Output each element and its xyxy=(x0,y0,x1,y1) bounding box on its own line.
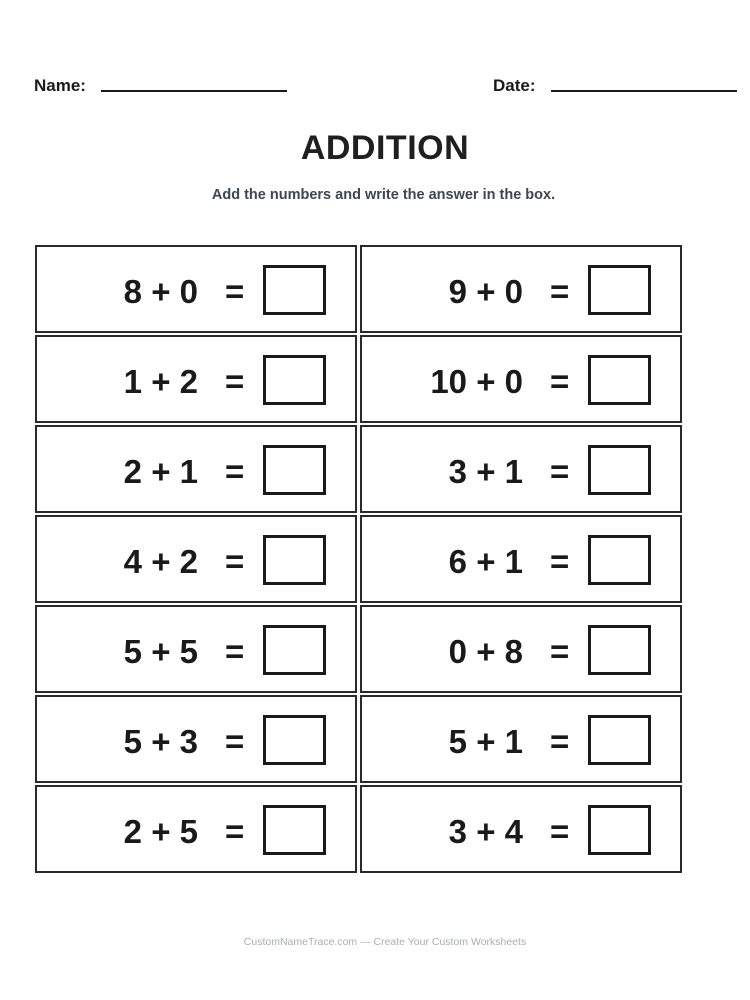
answer-box[interactable] xyxy=(263,265,326,315)
problem-expression: 8 + 0 xyxy=(123,273,198,310)
equals-sign: = xyxy=(550,273,570,310)
problem-cell xyxy=(35,515,357,603)
page-title: ADDITION xyxy=(300,129,470,167)
answer-box[interactable] xyxy=(588,265,651,315)
equals-sign: = xyxy=(225,273,245,310)
answer-box[interactable] xyxy=(588,715,651,765)
problem-expression: 2 + 1 xyxy=(123,453,198,490)
date-field-line[interactable] xyxy=(551,90,737,92)
equals-sign: = xyxy=(225,543,245,580)
equals-sign: = xyxy=(225,813,245,850)
answer-box[interactable] xyxy=(263,625,326,675)
problem-expression: 3 + 4 xyxy=(448,813,523,850)
answer-box[interactable] xyxy=(263,445,326,495)
problem-expression: 1 + 2 xyxy=(123,363,198,400)
equals-sign: = xyxy=(550,813,570,850)
problem-cell xyxy=(360,785,682,873)
problem-expression: 9 + 0 xyxy=(448,273,523,310)
problem-expression: 6 + 1 xyxy=(448,543,523,580)
answer-box[interactable] xyxy=(588,625,651,675)
problem-expression: 4 + 2 xyxy=(123,543,198,580)
problem-cell xyxy=(35,785,357,873)
footer-text: CustomNameTrace.com — Create Your Custom Worksheets xyxy=(243,936,527,948)
problem-cell xyxy=(360,515,682,603)
equals-sign: = xyxy=(225,453,245,490)
answer-box[interactable] xyxy=(263,535,326,585)
problem-expression: 5 + 1 xyxy=(448,723,523,760)
problem-cell xyxy=(35,335,357,423)
equals-sign: = xyxy=(550,363,570,400)
problem-cell xyxy=(35,605,357,693)
problem-expression: 10 + 0 xyxy=(430,363,523,400)
problem-cell xyxy=(35,245,357,333)
answer-box[interactable] xyxy=(263,355,326,405)
problem-cell xyxy=(35,695,357,783)
answer-box[interactable] xyxy=(588,355,651,405)
date-label: Date: xyxy=(493,76,536,95)
equals-sign: = xyxy=(225,363,245,400)
problem-cell xyxy=(360,605,682,693)
answer-box[interactable] xyxy=(588,535,651,585)
answer-box[interactable] xyxy=(588,805,651,855)
equals-sign: = xyxy=(550,453,570,490)
problem-expression: 5 + 5 xyxy=(123,633,198,670)
name-field-line[interactable] xyxy=(101,90,287,92)
problem-cell xyxy=(35,425,357,513)
problem-cell xyxy=(360,245,682,333)
name-label: Name: xyxy=(34,76,86,95)
answer-box[interactable] xyxy=(263,805,326,855)
problem-cell xyxy=(360,695,682,783)
equals-sign: = xyxy=(550,543,570,580)
answer-box[interactable] xyxy=(588,445,651,495)
problem-grid xyxy=(35,245,682,873)
equals-sign: = xyxy=(550,633,570,670)
answer-box[interactable] xyxy=(263,715,326,765)
equals-sign: = xyxy=(550,723,570,760)
problem-cell xyxy=(360,335,682,423)
equals-sign: = xyxy=(225,723,245,760)
problem-expression: 2 + 5 xyxy=(123,813,198,850)
problem-expression: 5 + 3 xyxy=(123,723,198,760)
equals-sign: = xyxy=(225,633,245,670)
problem-expression: 3 + 1 xyxy=(448,453,523,490)
problem-expression: 0 + 8 xyxy=(448,633,523,670)
problem-cell xyxy=(360,425,682,513)
instructions-text: Add the numbers and write the answer in the box. xyxy=(211,187,556,203)
